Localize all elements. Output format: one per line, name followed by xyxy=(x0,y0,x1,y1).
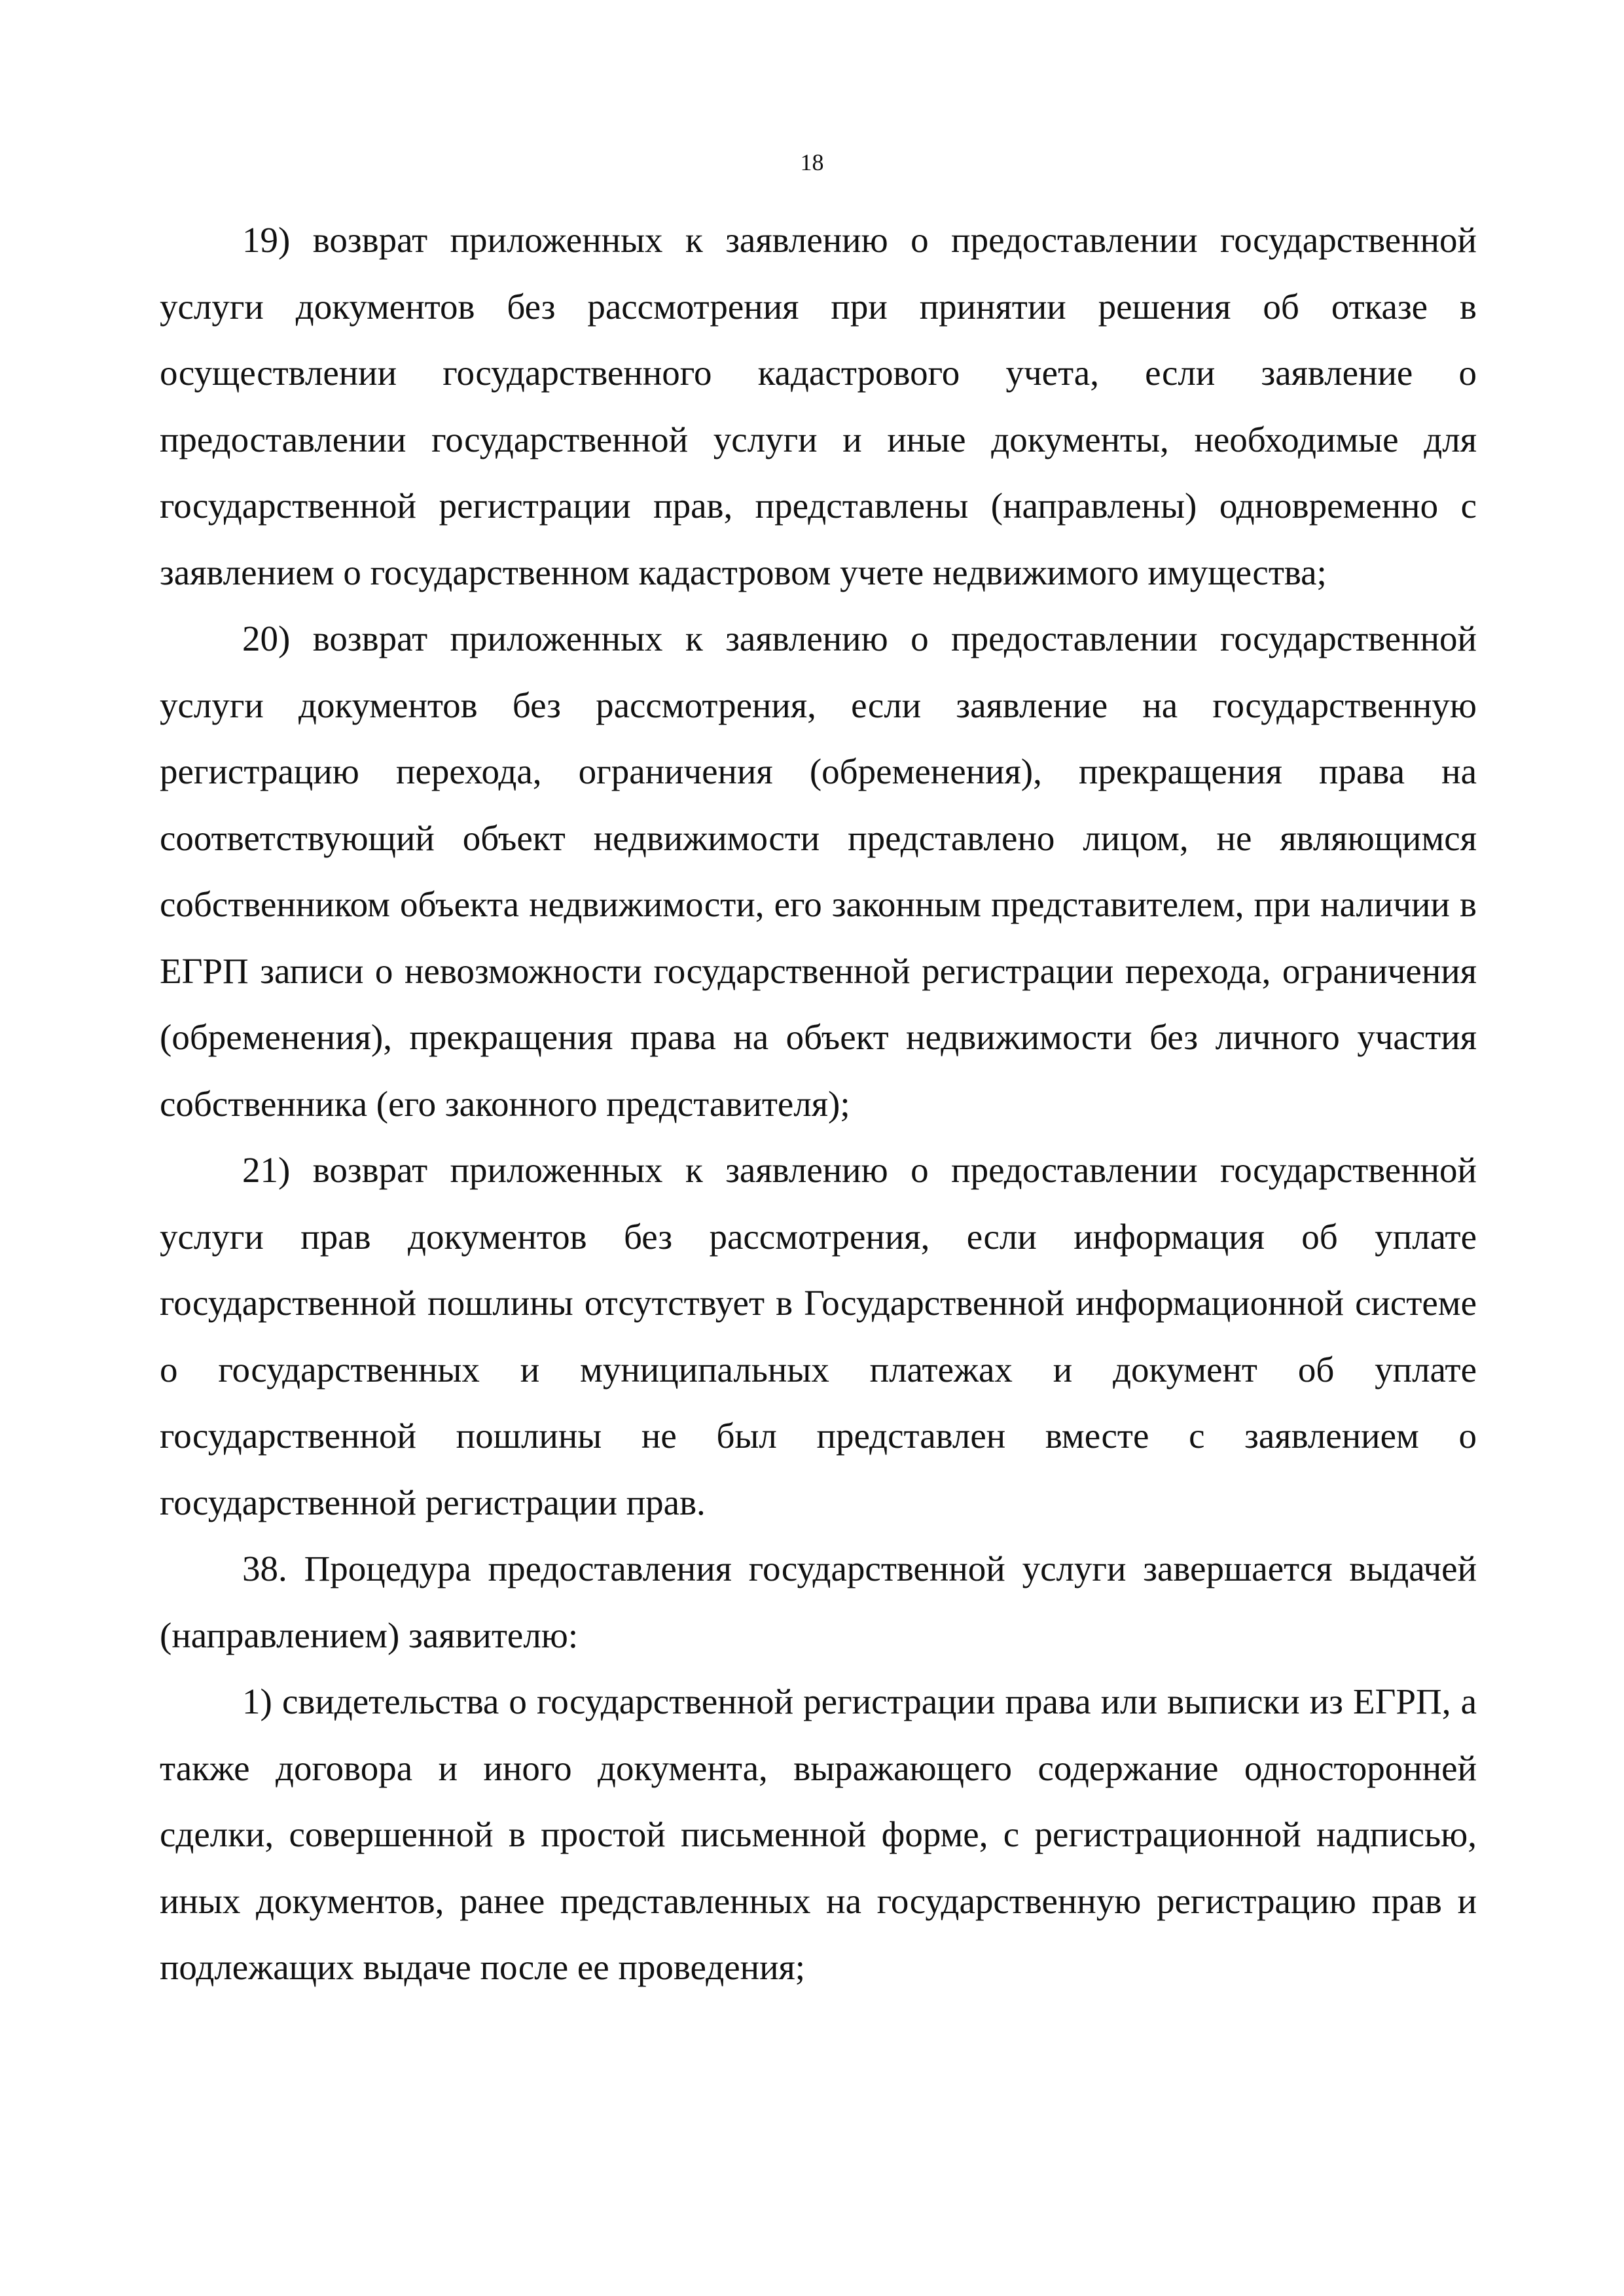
paragraph-item-20: 20) возврат приложенных к заявлению о предоставлении государственной услуги документов без рассмотрения, если заявление на государственную регистрацию перехода, ограничения (обременения), прекращения права на соответствующий объект недвижимости представлено лицом, не являющимся собственником объекта недвижимости, его законным представителем, при наличии в ЕГРП записи о невозможности государственной регистрации перехода, ограничения (обременения), прекращения права на объект недвижимости без личного участия собственника (его законного представителя); xyxy=(160,619,1477,1124)
paragraph-item-19: 19) возврат приложенных к заявлению о предоставлении государственной услуги документов без рассмотрения при принятии решения об отказе в осуществлении государственного кадастрового учета, если заявление о предоставлении государственной услуги и иные документы, необходимые для государственной регистрации прав, представлены (направлены) одновременно с заявлением о государственном кадастровом учете недвижимого имущества; xyxy=(160,220,1477,592)
paragraph-clause-38: 38. Процедура предоставления государственной услуги завершается выдачей (направлением) заявителю: xyxy=(160,1549,1477,1655)
page-number: 18 xyxy=(800,149,824,175)
paragraph-clause-38-item-1: 1) свидетельства о государственной регистрации права или выписки из ЕГРП, а также договора и иного документа, выражающего содержание односторонней сделки, совершенной в простой письменной форме, с регистрационной надписью, иных документов, ранее представленных на государственную регистрацию прав и подлежащих выдаче после ее проведения; xyxy=(160,1681,1477,1987)
document-body xyxy=(160,207,1477,2001)
paragraph-item-21: 21) возврат приложенных к заявлению о предоставлении государственной услуги прав документов без рассмотрения, если информация об уплате государственной пошлины отсутствует в Государственной информационной системе о государственных и муниципальных платежах и документ об уплате государственной пошлины не был представлен вместе с заявлением о государственной регистрации прав. xyxy=(160,1150,1477,1522)
